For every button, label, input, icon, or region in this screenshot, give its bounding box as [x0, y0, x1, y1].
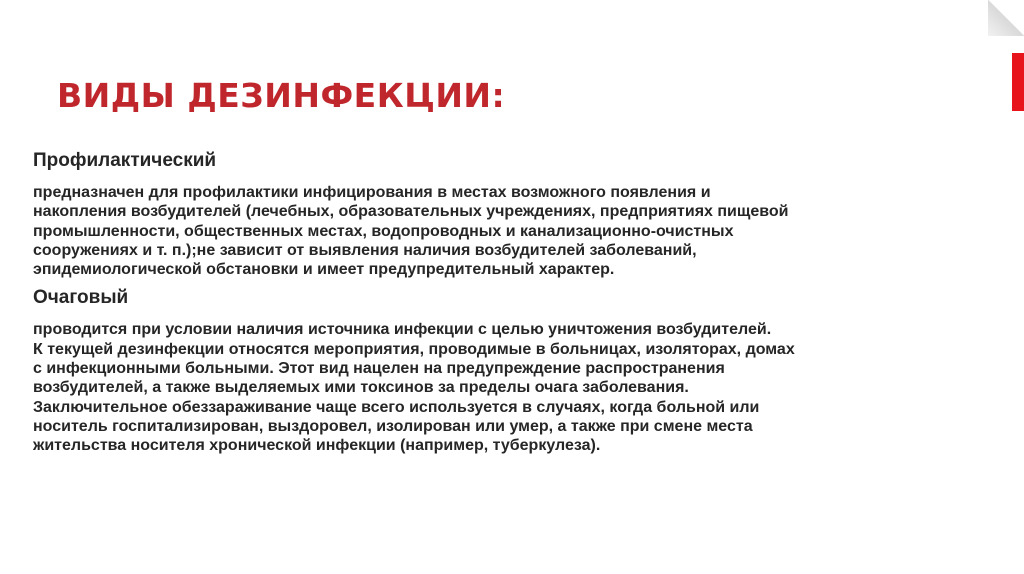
- text-line: возбудителей, а также выделяемых ими токсинов за пределы очага заболевания.: [33, 379, 689, 397]
- section-heading-prophylactic: Профилактический: [33, 150, 217, 171]
- text-line: сооружениях и т. п.);не зависит от выявления наличия возбудителей заболеваний,: [33, 241, 697, 259]
- page-corner-fold: [988, 0, 1024, 36]
- slide-title: ВИДЫ ДЕЗИНФЕКЦИИ:: [57, 76, 506, 115]
- section-text-focal: [33, 320, 1008, 455]
- text-line: жительства носителя хронической инфекции (например, туберкулеза).: [33, 437, 601, 455]
- text-line: предназначен для профилактики инфицирования в местах возможного появления и: [33, 184, 711, 201]
- text-line: эпидемиологической обстановки и имеет предупредительный характер.: [33, 261, 615, 279]
- text-line: проводится при условии наличия источника инфекции с целью уничтожения возбудителей.: [33, 321, 772, 339]
- section-heading-focal: Очаговый: [33, 287, 129, 309]
- slide-content: [33, 150, 1008, 464]
- section-text-prophylactic: [33, 183, 1008, 279]
- text-line: накопления возбудителей (лечебных, образовательных учреждениях, предприятиях пищевой: [33, 203, 789, 221]
- accent-bar: [1012, 53, 1024, 111]
- text-line: промышленности, общественных местах, водопроводных и канализационно-очистных: [33, 222, 734, 240]
- text-line: с инфекционными больными. Этот вид нацелен на предупреждение распространения: [33, 360, 725, 378]
- text-line: К текущей дезинфекции относятся мероприятия, проводимые в больницах, изоляторах, домах: [33, 340, 795, 358]
- text-line: носитель госпитализирован, выздоровел, изолирован или умер, а также при смене места: [33, 417, 753, 435]
- text-line: Заключительное обеззараживание чаще всего используется в случаях, когда больной или: [33, 398, 760, 416]
